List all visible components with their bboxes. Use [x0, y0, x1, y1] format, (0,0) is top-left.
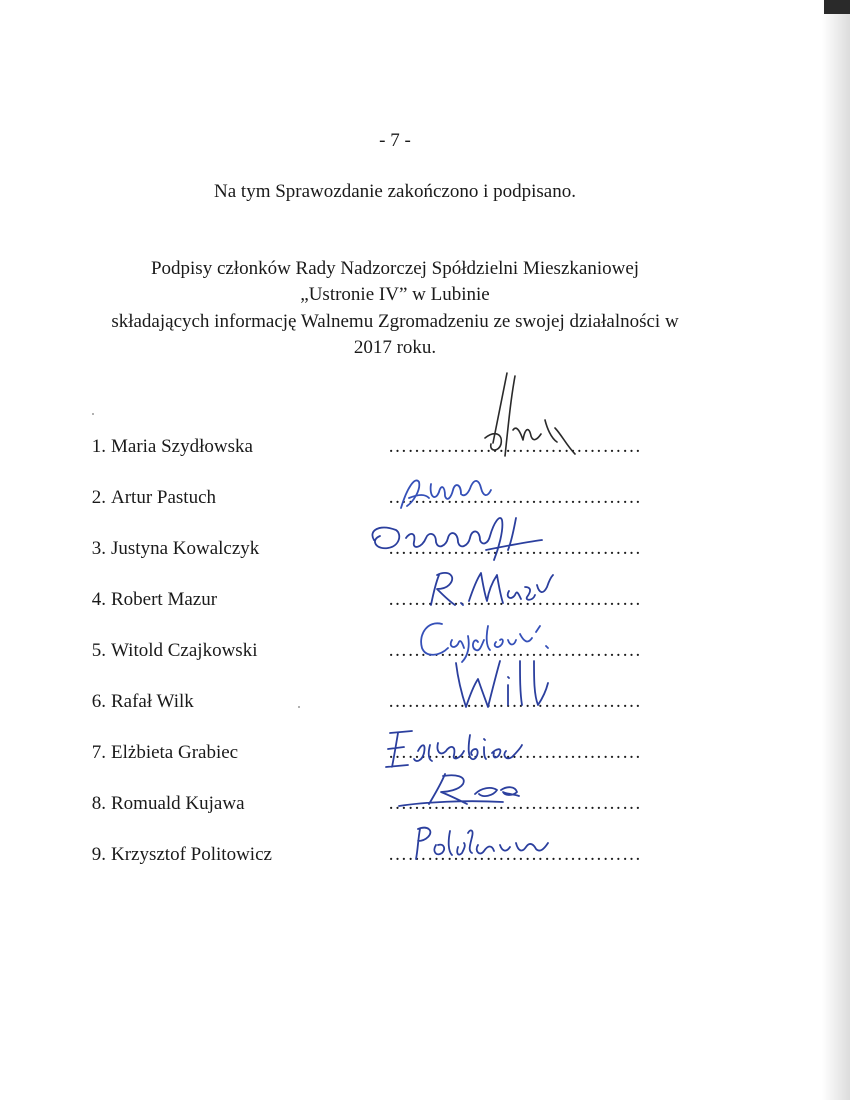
signatory-name: Krzysztof Politowicz — [111, 844, 272, 865]
signatory-number: 4. — [91, 589, 106, 610]
signatory-number: 1. — [91, 436, 106, 457]
scan-speck — [92, 413, 94, 415]
signatory-number: 7. — [91, 742, 106, 763]
scan-speck — [298, 706, 300, 708]
signatory-name: Artur Pastuch — [111, 487, 217, 508]
signatory-name: Romuald Kujawa — [111, 793, 245, 814]
closing-sentence: Na tym Sprawozdanie zakończono i podpisano. — [214, 181, 576, 202]
signature-line: ………………………………… — [388, 742, 642, 763]
signatory-number: 8. — [91, 793, 106, 814]
signature-line: ………………………………… — [388, 844, 642, 865]
signature-line: ………………………………… — [388, 691, 642, 712]
page-number: - 7 - — [379, 130, 411, 151]
signatory-number: 6. — [91, 691, 106, 712]
signatory-number: 2. — [91, 487, 106, 508]
signatory-number: 5. — [91, 640, 106, 661]
signatory-row — [0, 691, 850, 715]
signatory-name: Elżbieta Grabiec — [111, 742, 239, 763]
signature-8 — [395, 768, 565, 813]
signature-7 — [380, 723, 550, 773]
signature-6 — [450, 655, 560, 713]
signature-1 — [455, 368, 585, 468]
signatory-number: 3. — [91, 538, 106, 559]
signatory-name: Rafał Wilk — [111, 691, 194, 712]
signatory-row — [0, 436, 850, 460]
signatory-name: Maria Szydłowska — [111, 436, 253, 457]
signature-line: ………………………………… — [388, 436, 642, 457]
signature-4 — [425, 565, 555, 615]
signatory-name: Justyna Kowalczyk — [111, 538, 260, 559]
signature-line: ………………………………… — [388, 640, 642, 661]
signature-9 — [412, 823, 572, 863]
signature-line: ………………………………… — [388, 793, 642, 814]
heading-line: Podpisy członków Rady Nadzorczej Spółdzielni Mieszkaniowej — [150, 258, 640, 279]
signatory-number: 9. — [91, 844, 106, 865]
scan-corner-mark — [824, 0, 850, 14]
signature-3 — [366, 510, 556, 565]
signature-line: ………………………………… — [388, 589, 642, 610]
heading-line: składających informację Walnemu Zgromadzeniu ze swojej działalności w — [111, 311, 679, 332]
heading-line: „Ustronie IV” w Lubinie — [300, 284, 490, 305]
signature-line: ………………………………… — [388, 538, 642, 559]
signature-line: ………………………………… — [388, 487, 642, 508]
signatory-name: Witold Czajkowski — [111, 640, 258, 661]
heading-line: 2017 roku. — [353, 337, 437, 358]
signatory-name: Robert Mazur — [111, 589, 218, 610]
